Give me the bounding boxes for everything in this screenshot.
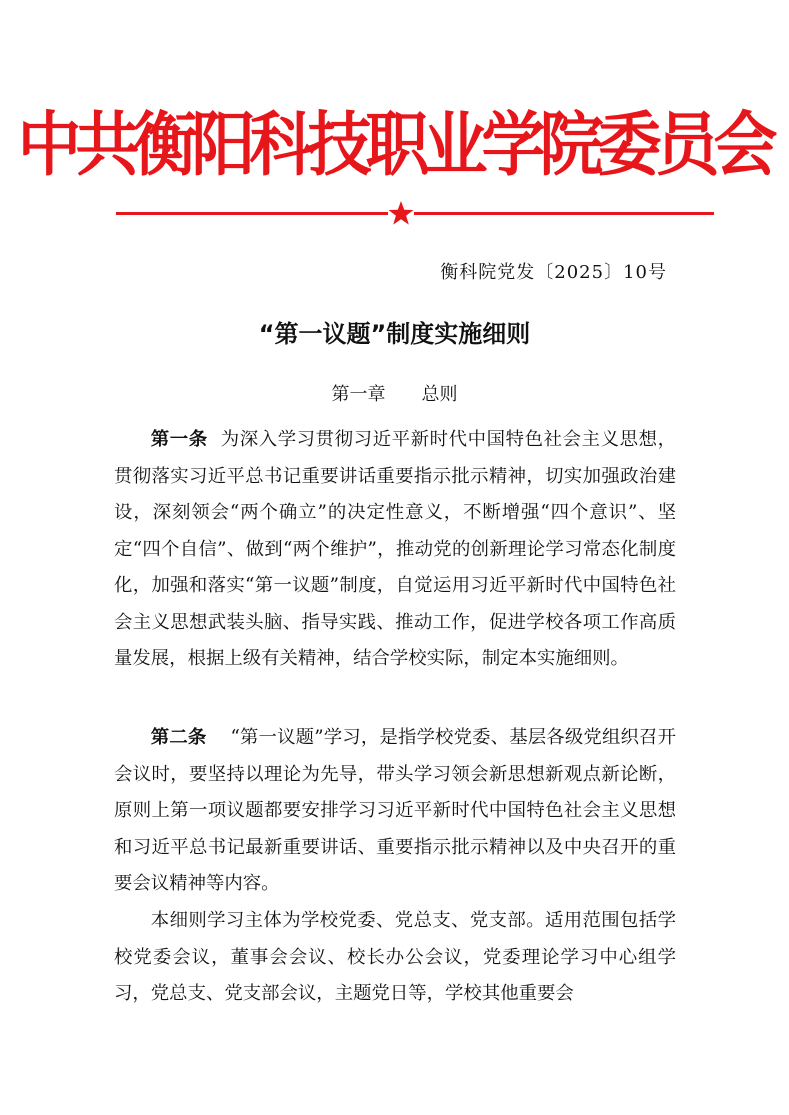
red-divider-right [414, 212, 714, 215]
article-text: 为深入学习贯彻习近平新时代中国特色社会主义思想，贯彻落实习近平总书记重要讲话重要指示批示精神，切实加强政治建设，深刻领会“两个确立”的决定性意义，不断增强“四个意识”、坚定“四个自信”、做到“两个维护”，推动党的创新理论学习常态化制度化，加强和落实“第一议题”制度，自觉运用习近平新时代中国特色社会主义思想武装头脑、指导实践、推动工作，促进学校各项工作高质量发展，根据上级有关精神，结合学校实际，制定本实施细则。 [114, 429, 676, 669]
red-divider-left [116, 212, 388, 215]
article-paragraph [114, 720, 676, 903]
organization-header: 中共衡阳科技职业学院委员会 [17, 104, 772, 186]
article-text: “第一议题”学习，是指学校党委、基层各级党组织召开会议时，要坚持以理论为先导，带头学习领会新思想新观点新论断，原则上第一项议题都要安排学习习近平新时代中国特色社会主义思想和习近平总书记最新重要讲话、重要指示批示精神以及中央召开的重要会议精神等内容。 [114, 727, 676, 894]
chapter-heading: 第一章 总则 [331, 384, 458, 405]
document-title: “第一议题”制度实施细则 [258, 320, 531, 348]
body-paragraph: 本细则学习主体为学校党委、党总支、党支部。适用范围包括学校党委会议，董事会会议、校长办公会议，党委理论学习中心组学习，党总支、党支部会议，主题党日等，学校其他重要会 [114, 910, 676, 1004]
star-icon [388, 199, 414, 227]
document-number: 衡科院党发〔2025〕10号 [440, 262, 667, 283]
article-label: 第二条 [150, 727, 207, 748]
article-label: 第一条 [150, 429, 208, 450]
article-paragraph [114, 422, 676, 678]
